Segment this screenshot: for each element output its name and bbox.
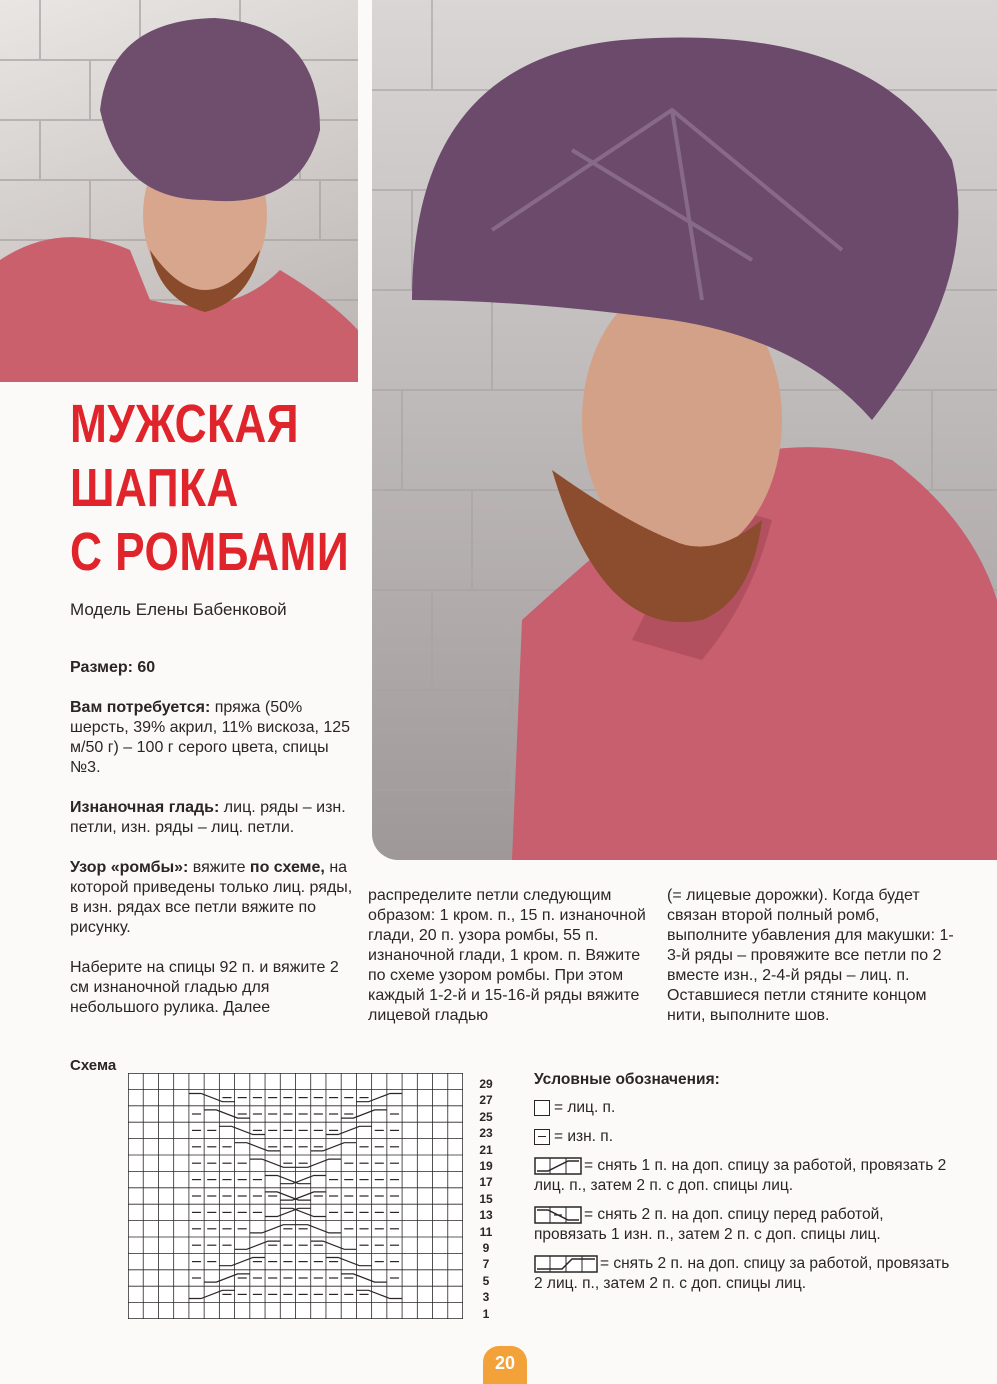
title-line-3: С РОМБАМИ [70,522,350,582]
chart-row-number: 27 [479,1093,493,1108]
text-column-3 [667,886,957,1046]
title-line-1: МУЖСКАЯ [70,394,300,454]
chart-row-number: 11 [479,1224,493,1239]
purl-stitch-icon [534,1129,550,1145]
chart-row-number: 19 [479,1159,493,1174]
chart-row-numbers [472,1076,500,1322]
diamond-pattern-text-a: вяжите [192,859,246,876]
chart-row-number: 15 [479,1191,493,1206]
legend [534,1070,954,1303]
legend-item-knit [534,1098,954,1118]
legend-item-cable-b [534,1205,954,1245]
photo-man-in-hat-large [372,0,997,860]
legend-purl-text: = изн. п. [554,1128,613,1145]
legend-item-cable-c [534,1254,954,1294]
size-value: 60 [137,659,156,676]
materials-label: Вам потребуется: [70,699,211,716]
chart-row-number: 3 [482,1290,490,1305]
materials-paragraph [70,698,354,778]
chart-row-number: 25 [479,1109,493,1124]
chart-row-number: 17 [479,1175,493,1190]
scheme-label: Схема [70,1057,117,1074]
chart-row-number: 1 [482,1306,490,1321]
legend-cable-c-text: = снять 2 п. на доп. спицу за работой, провязать 2 лиц. п., затем 2 п. с доп. спицы лиц. [534,1255,950,1292]
chart-row-number: 21 [479,1142,493,1157]
legend-item-cable-a [534,1156,954,1196]
chart-row-number: 9 [482,1241,490,1256]
reverse-stockinette-text: лиц. ряды – изн. петли, изн. ряды – лиц. петли. [70,799,346,836]
legend-header: Условные обозначения: [534,1071,720,1088]
page-number: 20 [483,1346,527,1384]
legend-item-purl [534,1127,954,1147]
article-title [70,392,349,584]
instructions-paragraph-2: распределите петли следующим образом: 1 кром. п., 15 п. изнаночной глади, 20 п. узора ромбы, 55 п. изнаночной глади, 1 кром. п. Вяжите по схеме узором ромбы. При этом каждый 1-2-й и 15-16-й ряды вяжите лицевой гладью [368,887,646,1024]
photo-man-in-hat-small [0,0,358,382]
title-line-2: ШАПКА [70,458,239,518]
diamond-pattern-paragraph [70,858,354,938]
chart-row-number: 13 [479,1208,493,1223]
legend-cable-b-text: = снять 2 п. на доп. спицу перед работой, провязать 1 изн. п., затем 2 п. с доп. спицы лиц. [534,1206,884,1243]
text-column-1 [70,658,354,1038]
author-credit: Модель Елены Бабенковой [70,600,287,619]
chart-row-number: 29 [479,1077,493,1091]
legend-cable-a-text: = снять 1 п. на доп. спицу за работой, провязать 2 лиц. п., затем 2 п. с доп. спицы лиц. [534,1157,947,1194]
chart-row-number: 7 [482,1257,490,1272]
chart-row-number: 5 [482,1273,490,1288]
legend-knit-text: = лиц. п. [554,1099,616,1116]
size-paragraph [70,658,354,678]
knitting-chart [128,1073,463,1319]
diamond-pattern-bold: по схеме, [249,859,325,876]
cable-2-over-2-icon [534,1255,598,1273]
instructions-paragraph-3: (= лицевые дорожки). Когда будет связан второй полный ромб, выполните убавления для макушки: 1-3-й ряды – провяжите все петли по 2 вместе изн., 2-4-й ряды – лиц. п. Оставшиеся петли стяните концом нити, выполните шов. [667,887,954,1024]
instructions-paragraph-1: Наберите на спицы 92 п. и вяжите 2 см изнаночной гладью для небольшого рулика. Далее [70,959,339,1016]
reverse-stockinette-label: Изнаночная гладь: [70,799,220,816]
text-column-2 [368,886,650,1046]
diamond-pattern-text-b: на которой приведены только лиц. ряды, в изн. рядах все петли вяжите по рисунку. [70,859,353,936]
materials-text: пряжа (50% шерсть, 39% акрил, 11% вискоза, 125 м/50 г) – 100 г серого цвета, спицы №3. [70,699,351,776]
knit-stitch-icon [534,1100,550,1116]
reverse-stockinette-paragraph [70,798,354,838]
chart-row-number: 23 [479,1126,493,1141]
size-label: Размер: [70,659,133,676]
cable-1-over-2-icon [534,1157,582,1175]
diamond-pattern-label: Узор «ромбы»: [70,859,189,876]
cable-2-over-1-purl-icon [534,1206,582,1224]
